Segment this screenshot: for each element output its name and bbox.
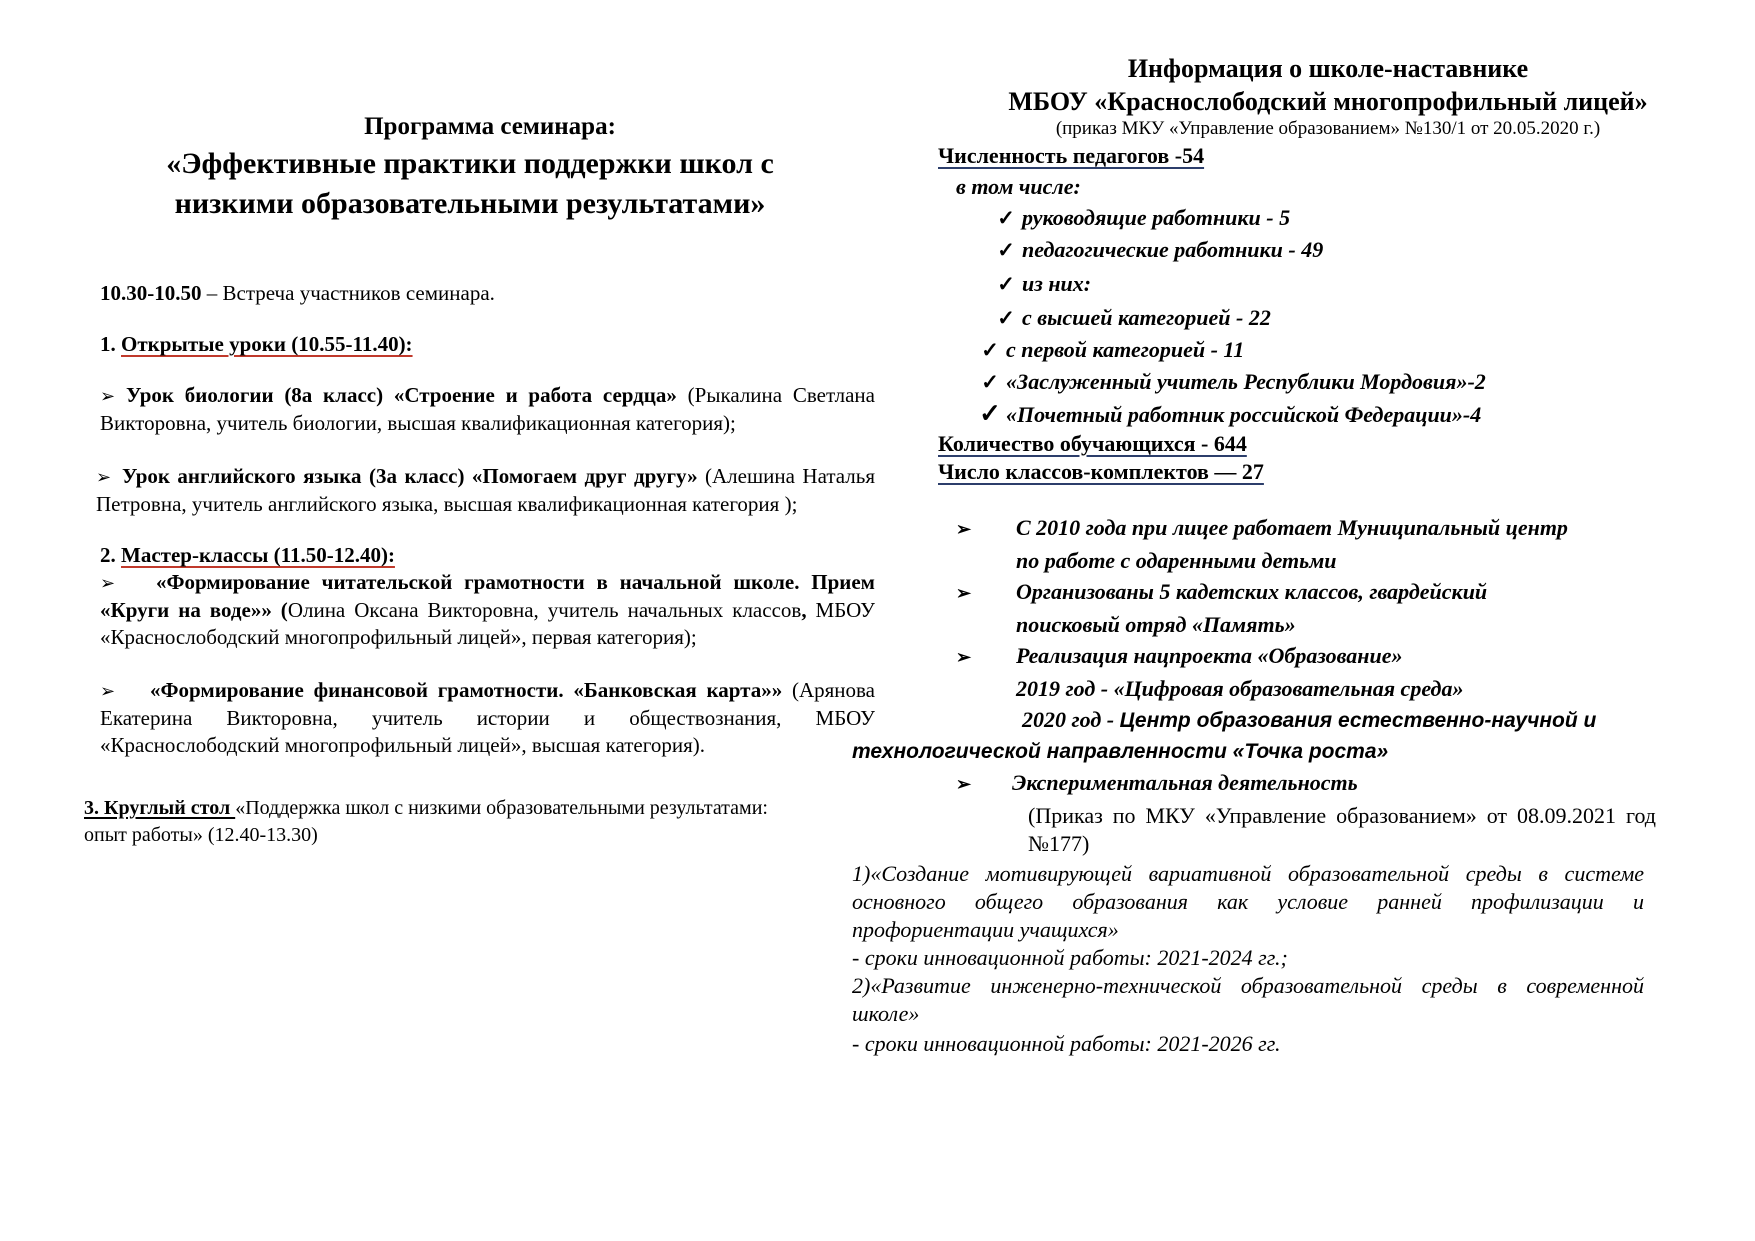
arrow-bullet-icon: ➢ xyxy=(956,647,972,667)
feature-item-2-cont: поисковый отряд «Память» xyxy=(1016,612,1296,637)
masterclass-item-2 xyxy=(100,677,875,759)
check-item: ✓ с высшей категорией - 22 xyxy=(938,302,1718,334)
section3-item xyxy=(84,795,784,849)
info-title-line1: Информация о школе-наставнике xyxy=(1127,54,1529,83)
mc1-details-2: МБОУ «Краснослободский многопрофильный лицей», первая категория); xyxy=(100,598,875,649)
check-icon: ✓ xyxy=(997,272,1015,296)
lesson-item-2 xyxy=(96,463,875,518)
experiment-2: 2)«Развитие инженерно-технической образовательной среды в современной школе» xyxy=(852,973,1644,1026)
feature-item-2: ➢ Организованы 5 кадетских классов, гвардейский xyxy=(938,576,1718,609)
classes-count: Число классов-комплектов — 27 xyxy=(938,459,1264,484)
seminar-program xyxy=(84,110,876,849)
arrow-bullet-icon: ➢ xyxy=(956,519,972,539)
feature-item-3: ➢ Реализация нацпроекта «Образование» xyxy=(938,640,1718,673)
program-title: Программа семинара: xyxy=(364,113,616,140)
feature-item-1-cont: по работе с одаренными детьми xyxy=(1016,548,1337,573)
mentor-school-info xyxy=(852,52,1718,1060)
check-item: ✓ «Почетный работник российской Федерации»-4 xyxy=(938,398,1718,430)
arrow-bullet-icon: ➢ xyxy=(956,774,972,794)
check-item: ✓ «Заслуженный учитель Республики Мордовия»-2 xyxy=(938,366,1718,398)
check-item: ✓ педагогические работники - 49 xyxy=(938,234,1718,266)
masterclass-item-1 xyxy=(100,569,875,651)
meeting-text: – Встреча участников семинара. xyxy=(201,281,495,305)
feature-item-3-line4: технологической направленности «Точка роста» xyxy=(852,740,1389,763)
check-icon: ✓ xyxy=(979,399,1001,428)
mc1-title: «Формирование читательской грамотности в начальной школе. Прием «Круги на воде»» ( xyxy=(100,570,875,622)
check-icon: ✓ xyxy=(981,338,999,362)
lesson2-title: Урок английского языка (3а класс) «Помогаем друг другу» xyxy=(122,464,698,488)
lesson1-details: (Рыкалина Светлана Викторовна, учитель биологии, высшая квалификационная категория); xyxy=(100,383,875,435)
check-item: ✓ из них: xyxy=(938,266,1718,302)
experiment-order: (Приказ по МКУ «Управление образованием» от 08.09.2021 год №177) xyxy=(1028,803,1656,856)
program-subtitle xyxy=(80,144,860,224)
section1-number: 1. xyxy=(100,332,121,356)
program-subtitle-line2: низкими образовательными результатами» xyxy=(174,187,766,220)
info-title xyxy=(938,52,1718,118)
feature-item-3-line2: 2019 год - «Цифровая образовательная среда» xyxy=(1016,676,1464,701)
arrow-bullet-icon: ➢ xyxy=(96,467,112,487)
section2-heading xyxy=(100,542,875,569)
arrow-bullet-icon: ➢ xyxy=(100,386,116,406)
mc1-details: Олина Оксана Викторовна, учитель начальных классов xyxy=(287,598,802,622)
section2-number: 2. xyxy=(100,543,121,567)
info-title-line2: МБОУ «Краснослободский многопрофильный лицей» xyxy=(1008,87,1648,116)
check-icon: ✓ xyxy=(997,306,1015,330)
feature-item-4: ➢ Экспериментальная деятельность xyxy=(938,767,1718,800)
check-item: ✓ руководящие работники - 5 xyxy=(938,202,1718,234)
section1-title: Открытые уроки (10.55-11.40): xyxy=(121,332,413,356)
arrow-bullet-icon: ➢ xyxy=(100,681,116,701)
arrow-bullet-icon: ➢ xyxy=(100,573,116,593)
check-icon: ✓ xyxy=(997,238,1015,262)
meeting-item xyxy=(100,280,875,307)
mc2-title: «Формирование финансовой грамотности. «Банковская карта»» xyxy=(150,678,783,702)
check-icon: ✓ xyxy=(981,370,999,394)
mc2-details: (Арянова Екатерина Викторовна, учитель истории и обществознания, МБОУ «Краснослободский многопрофильный лицей», высшая категория). xyxy=(100,678,876,757)
order-note: (приказ МКУ «Управление образованием» №130/1 от 20.05.2020 г.) xyxy=(1055,118,1601,139)
including-label: в том числе: xyxy=(956,174,1081,199)
program-subtitle-line1: «Эффективные практики поддержки школ с xyxy=(166,147,774,180)
section1-heading xyxy=(100,331,875,358)
feature-item-3-line3: 2020 год - Центр образования естественно-научной и xyxy=(1022,707,1597,732)
experiment-1: 1)«Создание мотивирующей вариативной образовательной среды в системе основного общего образования как условие ранней профилизации и профориентации учащихся» xyxy=(852,861,1644,942)
lesson1-title: Урок биологии (8а класс) «Строение и работа сердца» xyxy=(126,383,677,407)
section3-title: 3. Круглый стол xyxy=(84,797,236,819)
students-count: Количество обучающихся - 644 xyxy=(938,431,1247,456)
section3-details: «Поддержка школ с низкими образовательными результатами: опыт работы» (12.40-13.30) xyxy=(84,797,768,846)
check-item: ✓ с первой категорией - 11 xyxy=(938,334,1718,366)
lesson-item-1 xyxy=(100,382,875,437)
experiment-2-term: - сроки инновационной работы: 2021-2026 гг. xyxy=(852,1031,1281,1056)
features-list xyxy=(852,512,1718,1060)
mc1-comma: , xyxy=(801,598,807,622)
section2-title: Мастер-классы (11.50-12.40): xyxy=(121,543,395,567)
arrow-bullet-icon: ➢ xyxy=(956,583,972,603)
lesson2-details: (Алешина Наталья Петровна, учитель английского языка, высшая квалификационная категория ); xyxy=(96,464,875,516)
meeting-time: 10.30-10.50 xyxy=(100,281,202,305)
feature-item-1: ➢ С 2010 года при лицее работает Муниципальный центр xyxy=(938,512,1718,545)
check-icon: ✓ xyxy=(997,206,1015,230)
experiment-1-term: - сроки инновационной работы: 2021-2024 гг.; xyxy=(852,945,1288,970)
teachers-count: Численность педагогов -54 xyxy=(938,143,1205,168)
